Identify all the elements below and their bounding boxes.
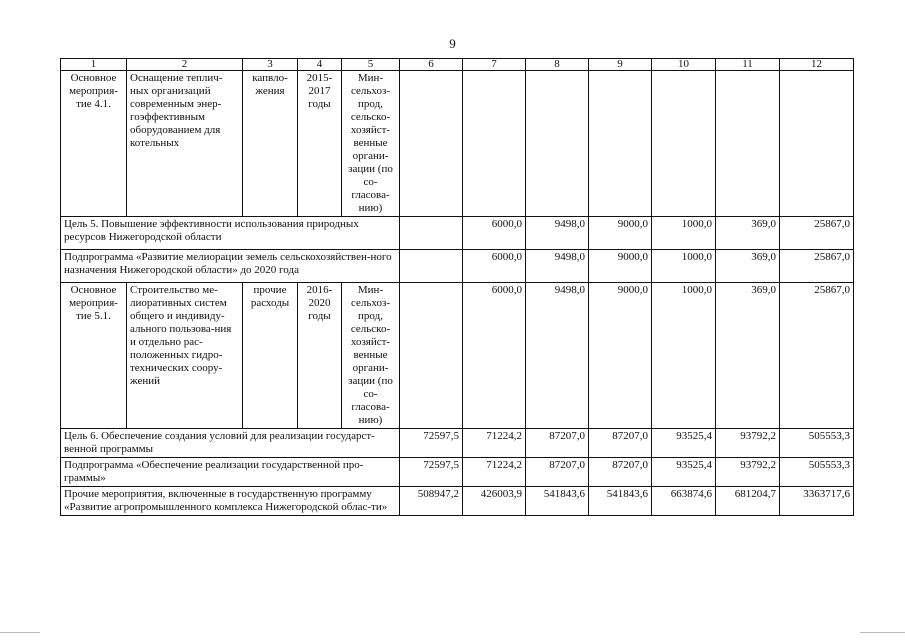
value-cell: 25867,0 (780, 217, 854, 250)
value-cell: 426003,9 (463, 487, 526, 516)
goal-label: Цель 6. Обеспечение создания условий для реализации государст-венной программы (61, 429, 400, 458)
table-row-subprogram-melioration (61, 250, 854, 283)
value-cell (400, 217, 463, 250)
value-cell: 369,0 (716, 283, 780, 429)
value-cell: 541843,6 (589, 487, 652, 516)
other-measures-label: Прочие мероприятия, включенные в государственную программу «Развитие агропромышленного комплекса Нижегородской облас-ти» (61, 487, 400, 516)
table-row-measure-5-1 (61, 283, 854, 429)
value-cell: 93525,4 (652, 429, 716, 458)
program-table (60, 58, 854, 516)
executor: Мин-сельхоз-прод, сельско-хозяйст-венные органи-зации (по со-гласова-нию) (342, 283, 400, 429)
value-cell (652, 71, 716, 217)
measure-description: Строительство ме-лиоративных систем общего и индивиду-ального пользова-ния и отдельно рас-положенных гидро-технических соору-жений (127, 283, 243, 429)
value-cell: 541843,6 (526, 487, 589, 516)
measure-description: Оснащение теплич-ных организаций современным энер-гоэффективным оборудованием для котельных (127, 71, 243, 217)
value-cell (463, 71, 526, 217)
value-cell: 9000,0 (589, 217, 652, 250)
value-cell (526, 71, 589, 217)
value-cell (400, 250, 463, 283)
value-cell: 505553,3 (780, 429, 854, 458)
value-cell: 369,0 (716, 250, 780, 283)
value-cell: 9498,0 (526, 283, 589, 429)
value-cell (716, 71, 780, 217)
column-number: 11 (716, 59, 780, 71)
value-cell: 508947,2 (400, 487, 463, 516)
value-cell: 87207,0 (526, 458, 589, 487)
value-cell: 681204,7 (716, 487, 780, 516)
value-cell: 369,0 (716, 217, 780, 250)
value-cell: 93792,2 (716, 458, 780, 487)
subprogram-label: Подпрограмма «Развитие мелиорации земель сельскохозяйствен-ного назначения Нижегородской области» до 2020 года (61, 250, 400, 283)
column-number: 10 (652, 59, 716, 71)
column-number: 7 (463, 59, 526, 71)
table-row-subprogram-support (61, 458, 854, 487)
value-cell: 1000,0 (652, 217, 716, 250)
table-row-goal-5 (61, 217, 854, 250)
table-row-goal-6 (61, 429, 854, 458)
column-number-row (61, 59, 854, 71)
expense-type: прочие расходы (243, 283, 298, 429)
measure-id: Основное мероприя-тие 4.1. (61, 71, 127, 217)
column-number: 2 (127, 59, 243, 71)
column-number: 9 (589, 59, 652, 71)
expense-type: капвло-жения (243, 71, 298, 217)
value-cell: 87207,0 (589, 429, 652, 458)
executor: Мин-сельхоз-прод, сельско-хозяйст-венные органи-зации (по со-гласова-нию) (342, 71, 400, 217)
value-cell: 6000,0 (463, 217, 526, 250)
value-cell: 71224,2 (463, 458, 526, 487)
column-number: 8 (526, 59, 589, 71)
value-cell: 505553,3 (780, 458, 854, 487)
value-cell: 9498,0 (526, 217, 589, 250)
measure-id: Основное мероприя-тие 5.1. (61, 283, 127, 429)
value-cell: 9000,0 (589, 250, 652, 283)
table-row-measure-4-1 (61, 71, 854, 217)
value-cell: 6000,0 (463, 250, 526, 283)
goal-label: Цель 5. Повышение эффективности использования природных ресурсов Нижегородской области (61, 217, 400, 250)
period: 2015-2017 годы (298, 71, 342, 217)
value-cell (589, 71, 652, 217)
column-number: 12 (780, 59, 854, 71)
scan-artifact (0, 632, 40, 633)
page-number: 9 (449, 36, 456, 51)
value-cell: 87207,0 (589, 458, 652, 487)
value-cell: 71224,2 (463, 429, 526, 458)
value-cell: 87207,0 (526, 429, 589, 458)
value-cell (400, 283, 463, 429)
value-cell: 9498,0 (526, 250, 589, 283)
column-number: 1 (61, 59, 127, 71)
value-cell: 25867,0 (780, 250, 854, 283)
value-cell (780, 71, 854, 217)
column-number: 3 (243, 59, 298, 71)
table-row-other-measures (61, 487, 854, 516)
value-cell: 3363717,6 (780, 487, 854, 516)
value-cell: 72597,5 (400, 429, 463, 458)
value-cell: 9000,0 (589, 283, 652, 429)
value-cell (400, 71, 463, 217)
subprogram-label: Подпрограмма «Обеспечение реализации государственной про-граммы» (61, 458, 400, 487)
value-cell: 93525,4 (652, 458, 716, 487)
value-cell: 72597,5 (400, 458, 463, 487)
column-number: 6 (400, 59, 463, 71)
value-cell: 1000,0 (652, 250, 716, 283)
value-cell: 1000,0 (652, 283, 716, 429)
value-cell: 93792,2 (716, 429, 780, 458)
period: 2016-2020 годы (298, 283, 342, 429)
column-number: 5 (342, 59, 400, 71)
value-cell: 25867,0 (780, 283, 854, 429)
column-number: 4 (298, 59, 342, 71)
scan-artifact (860, 632, 905, 633)
value-cell: 663874,6 (652, 487, 716, 516)
value-cell: 6000,0 (463, 283, 526, 429)
